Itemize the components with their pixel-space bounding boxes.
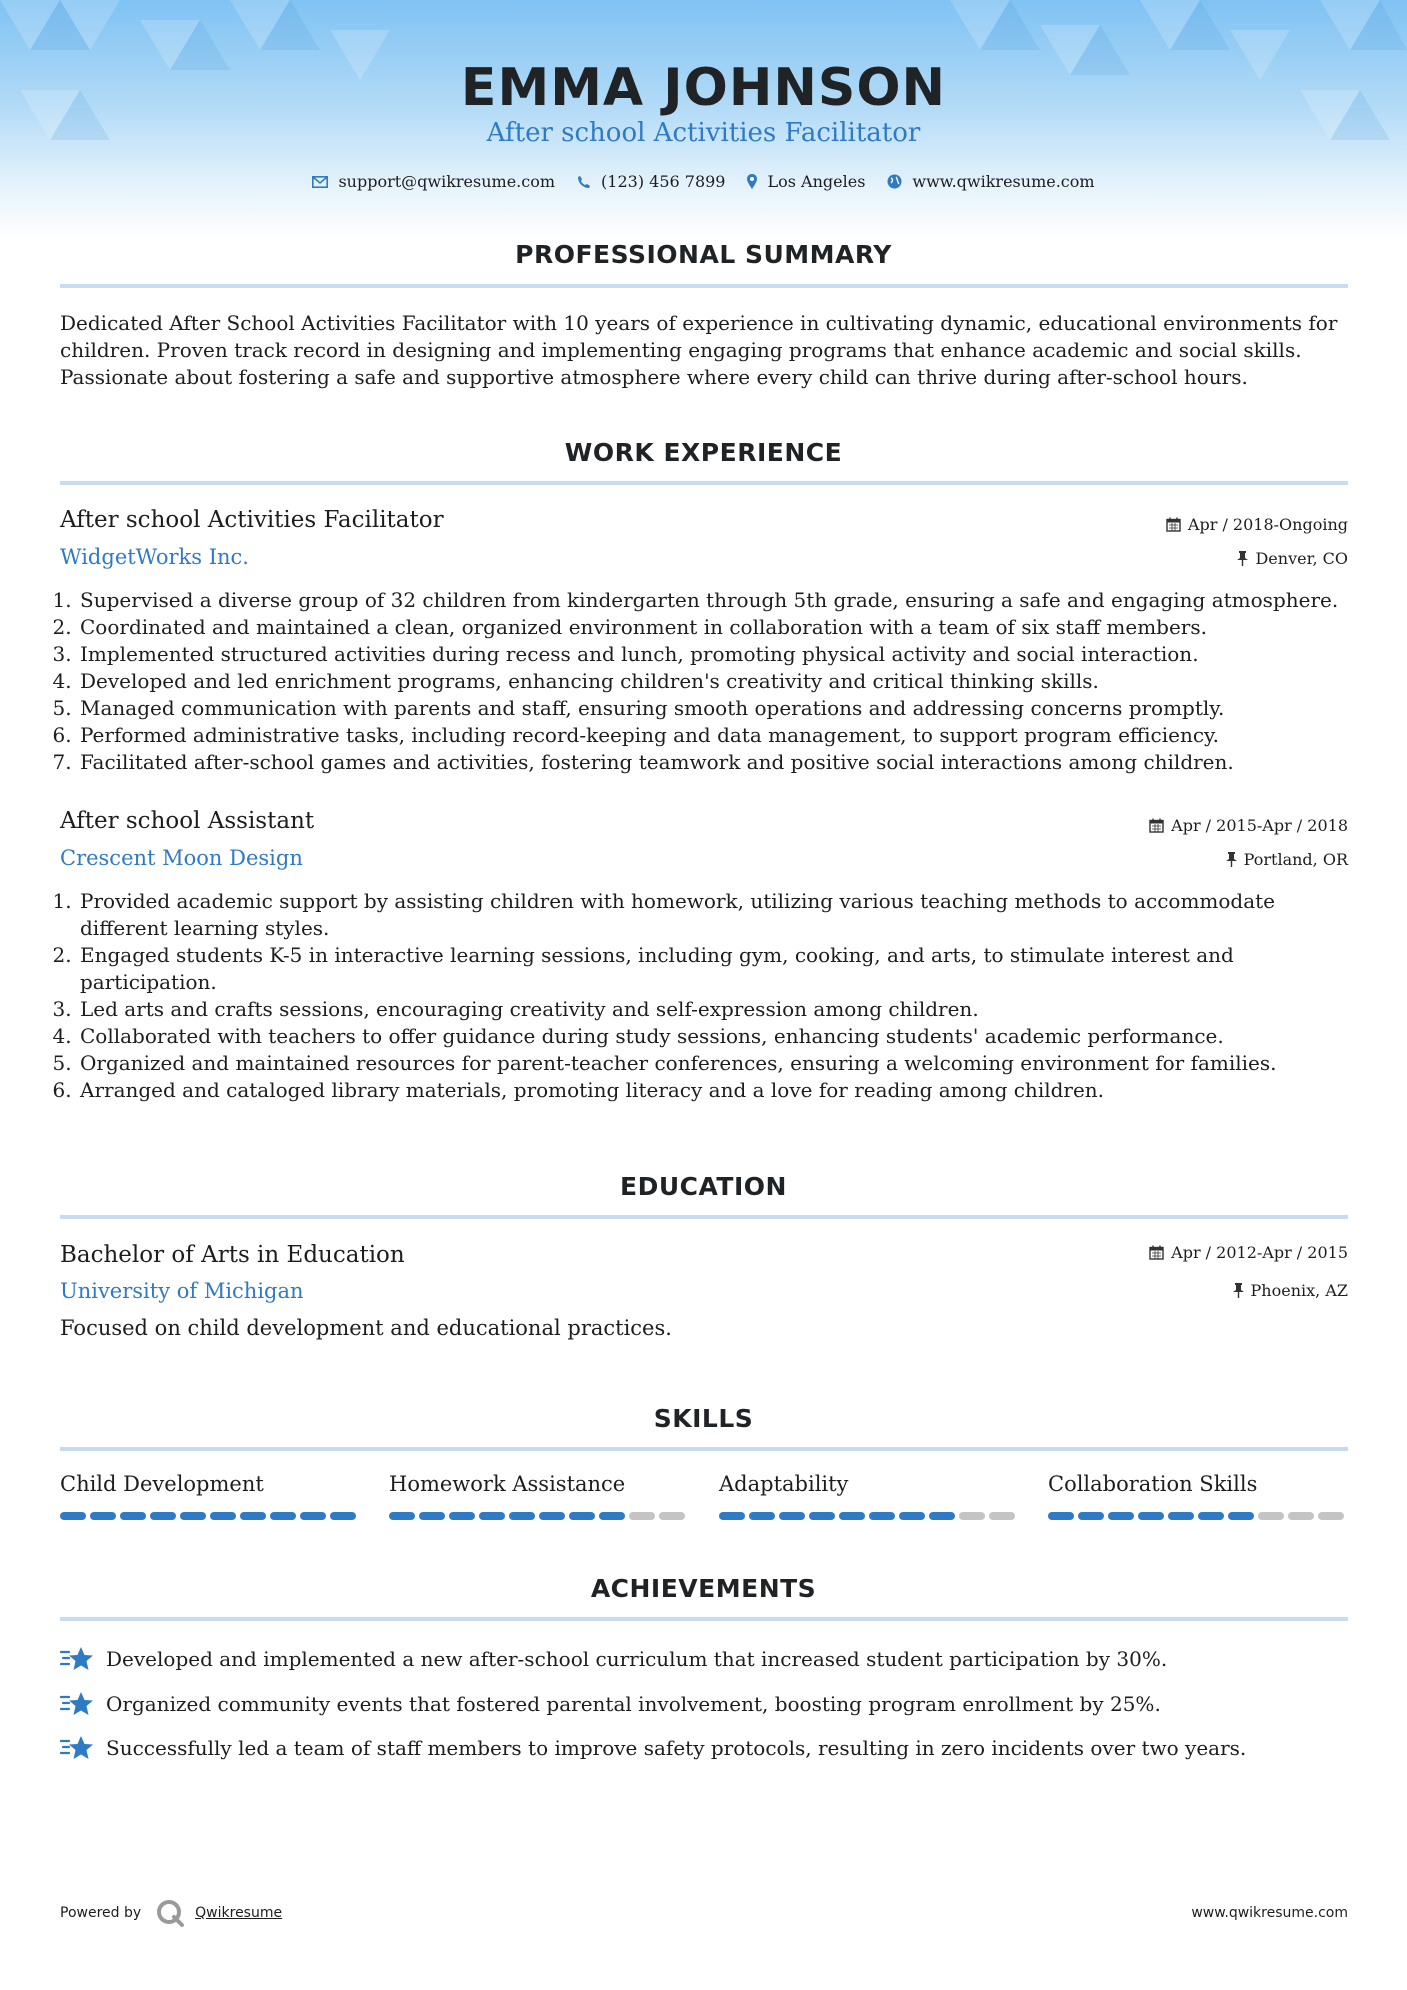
skill-segment-filled — [899, 1512, 925, 1520]
duties-list-1 — [60, 587, 1368, 776]
skill-segment-filled — [60, 1512, 86, 1520]
skill-segment-filled — [509, 1512, 535, 1520]
calendar-icon — [1166, 517, 1181, 532]
skill-segment-filled — [90, 1512, 116, 1520]
job-title-1: After school Activities Facilitator — [60, 507, 444, 533]
skill-segment-filled — [599, 1512, 625, 1520]
summary-heading: PROFESSIONAL SUMMARY — [515, 240, 892, 269]
skill-segment-filled — [419, 1512, 445, 1520]
experience-heading: WORK EXPERIENCE — [564, 438, 843, 467]
duties-list-2 — [60, 888, 1368, 1104]
footer-powered-by — [60, 1898, 282, 1928]
duty-item: 6. Arranged and cataloged library materials, promoting literacy and a love for reading among children. — [78, 1077, 1368, 1104]
globe-icon — [887, 174, 902, 189]
duty-item: 5. Managed communication with parents and staff, ensuring smooth operations and addressing concerns promptly. — [78, 695, 1368, 722]
achievements-heading: ACHIEVEMENTS — [590, 1574, 817, 1603]
skill-name: Adaptability — [719, 1472, 849, 1496]
skill-name: Child Development — [60, 1472, 264, 1496]
envelope-icon — [312, 176, 328, 188]
skill-item — [389, 1472, 689, 1520]
skill-segment-filled — [1228, 1512, 1254, 1520]
summary-text: Dedicated After School Activities Facilitator with 10 years of experience in cultivating dynamic, educational environments for children. Proven track record in designing and implementing engaging programs that enhance academic and social skills. Passionate about fostering a safe and supportive atmosphere where every child can thrive during after-school hours. — [60, 311, 1338, 389]
summary-divider — [60, 284, 1348, 288]
job-dates-1 — [1166, 515, 1348, 534]
duty-item: 4. Developed and led enrichment programs, enhancing children's creativity and critical thinking skills. — [78, 668, 1368, 695]
contact-email[interactable] — [312, 172, 555, 191]
skill-segment-empty — [989, 1512, 1015, 1520]
skill-segment-filled — [180, 1512, 206, 1520]
qwikresume-link[interactable]: Qwikresume — [195, 1905, 283, 1921]
skill-segment-filled — [1048, 1512, 1074, 1520]
skill-segment-filled — [389, 1512, 415, 1520]
pushpin-icon — [1233, 1283, 1244, 1298]
duty-item: 6. Performed administrative tasks, including record-keeping and data management, to support program efficiency. — [78, 722, 1368, 749]
calendar-icon — [1149, 818, 1164, 833]
company-name-1: WidgetWorks Inc. — [60, 545, 249, 569]
education-description: Focused on child development and educational practices. — [60, 1316, 672, 1340]
job-title-2: After school Assistant — [60, 808, 315, 834]
contact-website[interactable] — [887, 172, 1094, 191]
skill-segment-empty — [629, 1512, 655, 1520]
skill-segment-filled — [569, 1512, 595, 1520]
skill-segment-filled — [449, 1512, 475, 1520]
skill-meter — [389, 1512, 689, 1520]
skill-segment-filled — [809, 1512, 835, 1520]
skill-segment-filled — [150, 1512, 176, 1520]
skills-divider — [60, 1447, 1348, 1451]
school-name: University of Michigan — [60, 1279, 304, 1303]
achievement-item — [60, 1645, 1350, 1673]
skill-name: Collaboration Skills — [1048, 1472, 1258, 1496]
calendar-icon — [1149, 1245, 1164, 1260]
shooting-star-icon — [60, 1645, 94, 1673]
education-divider — [60, 1215, 1348, 1219]
skill-segment-filled — [1078, 1512, 1104, 1520]
skill-segment-filled — [479, 1512, 505, 1520]
map-pin-icon — [747, 174, 757, 189]
contact-bar — [0, 172, 1407, 191]
skill-item — [719, 1472, 1019, 1520]
degree-name: Bachelor of Arts in Education — [60, 1242, 405, 1268]
skill-segment-empty — [1258, 1512, 1284, 1520]
skill-segment-empty — [1288, 1512, 1314, 1520]
shooting-star-icon — [60, 1690, 94, 1718]
candidate-name: EMMA JOHNSON — [460, 58, 947, 118]
skill-segment-filled — [539, 1512, 565, 1520]
skill-segment-filled — [1198, 1512, 1224, 1520]
skill-segment-empty — [1318, 1512, 1344, 1520]
skill-segment-filled — [240, 1512, 266, 1520]
skill-segment-filled — [330, 1512, 356, 1520]
skill-segment-filled — [749, 1512, 775, 1520]
achievement-text: Organized community events that fostered parental involvement, boosting program enrollment by 25%. — [106, 1692, 1161, 1716]
achievement-item — [60, 1734, 1350, 1762]
experience-divider — [60, 481, 1348, 485]
education-location-text: Phoenix, AZ — [1250, 1281, 1348, 1300]
duty-item: 3. Led arts and crafts sessions, encouraging creativity and self-expression among children. — [78, 996, 1368, 1023]
skill-segment-filled — [1168, 1512, 1194, 1520]
skill-meter — [60, 1512, 360, 1520]
education-dates-text: Apr / 2012-Apr / 2015 — [1171, 1243, 1348, 1262]
job-dates-2 — [1149, 816, 1348, 835]
achievement-text: Developed and implemented a new after-school curriculum that increased student participation by 30%. — [106, 1647, 1168, 1671]
job-location-2 — [1226, 850, 1348, 869]
phone-text: (123) 456 7899 — [601, 172, 726, 191]
job-dates-text-1: Apr / 2018-Ongoing — [1187, 515, 1348, 534]
skill-segment-filled — [270, 1512, 296, 1520]
achievements-divider — [60, 1617, 1348, 1621]
duty-item: 2. Coordinated and maintained a clean, organized environment in collaboration with a team of six staff members. — [78, 614, 1368, 641]
duty-item: 7. Facilitated after-school games and activities, fostering teamwork and positive social interactions among children. — [78, 749, 1368, 776]
skill-segment-filled — [1108, 1512, 1134, 1520]
contact-phone[interactable] — [577, 172, 725, 191]
skill-segment-empty — [959, 1512, 985, 1520]
duty-item: 5. Organized and maintained resources for parent-teacher conferences, ensuring a welcoming environment for families. — [78, 1050, 1368, 1077]
education-dates — [1149, 1243, 1348, 1262]
duty-item: 1. Supervised a diverse group of 32 children from kindergarten through 5th grade, ensuring a safe and engaging atmosphere. — [78, 587, 1368, 614]
skill-segment-filled — [300, 1512, 326, 1520]
qwikresume-logo-icon — [155, 1898, 185, 1928]
pushpin-icon — [1237, 551, 1248, 566]
skill-segment-filled — [1138, 1512, 1164, 1520]
email-text: support@qwikresume.com — [338, 172, 556, 191]
job-location-1 — [1237, 549, 1348, 568]
skills-heading: SKILLS — [653, 1404, 754, 1433]
skill-segment-filled — [929, 1512, 955, 1520]
education-heading: EDUCATION — [620, 1172, 787, 1201]
job-location-text-1: Denver, CO — [1255, 549, 1348, 568]
footer-website[interactable]: www.qwikresume.com — [1191, 1905, 1348, 1921]
skill-meter — [719, 1512, 1019, 1520]
skill-segment-filled — [869, 1512, 895, 1520]
shooting-star-icon — [60, 1734, 94, 1762]
skill-segment-filled — [839, 1512, 865, 1520]
duty-item: 2. Engaged students K-5 in interactive learning sessions, including gym, cooking, and arts, to stimulate interest and participation. — [78, 942, 1368, 996]
skill-segment-filled — [779, 1512, 805, 1520]
phone-icon — [577, 175, 591, 189]
job-location-text-2: Portland, OR — [1243, 850, 1348, 869]
education-location — [1233, 1281, 1348, 1300]
job-dates-text-2: Apr / 2015-Apr / 2018 — [1171, 816, 1348, 835]
duty-item: 3. Implemented structured activities during recess and lunch, promoting physical activity and social interaction. — [78, 641, 1368, 668]
duty-item: 1. Provided academic support by assisting children with homework, utilizing various teaching methods to accommodate different learning styles. — [78, 888, 1368, 942]
contact-location — [747, 172, 865, 191]
achievement-item — [60, 1690, 1350, 1718]
skill-item — [1048, 1472, 1348, 1520]
skill-name: Homework Assistance — [389, 1472, 626, 1496]
skill-segment-filled — [120, 1512, 146, 1520]
skill-segment-filled — [719, 1512, 745, 1520]
skill-meter — [1048, 1512, 1348, 1520]
duty-item: 4. Collaborated with teachers to offer guidance during study sessions, enhancing students' academic performance. — [78, 1023, 1368, 1050]
skill-segment-empty — [659, 1512, 685, 1520]
company-name-2: Crescent Moon Design — [60, 846, 303, 870]
website-text: www.qwikresume.com — [912, 172, 1095, 191]
skill-segment-filled — [210, 1512, 236, 1520]
skill-item — [60, 1472, 360, 1520]
achievement-text: Successfully led a team of staff members to improve safety protocols, resulting in zero incidents over two years. — [106, 1736, 1247, 1760]
powered-by-label: Powered by — [60, 1905, 142, 1921]
pushpin-icon — [1226, 852, 1237, 867]
candidate-role: After school Activities Facilitator — [486, 118, 921, 148]
location-text: Los Angeles — [767, 172, 866, 191]
